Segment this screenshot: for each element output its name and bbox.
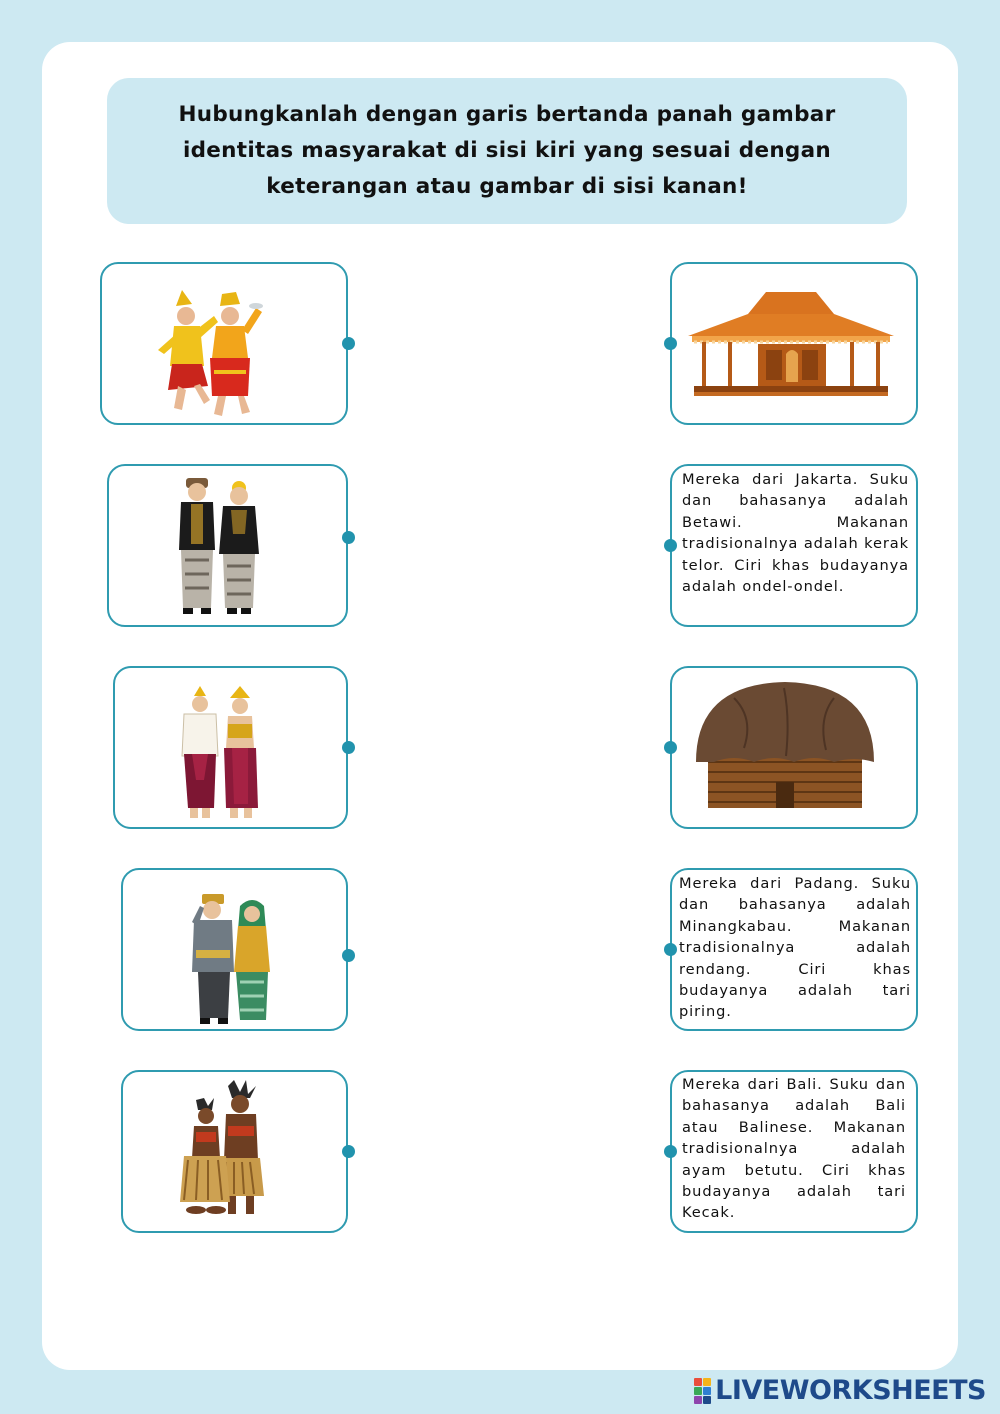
left-connector-dot-3[interactable] <box>342 741 355 754</box>
right-connector-dot-2[interactable] <box>664 539 677 552</box>
right-card-4-text: Mereka dari Padang. Suku dan bahasanya adalah Minangkabau. Makanan tradisionalnya adalah rendang. Ciri khas budayanya adalah tari piring. <box>679 875 911 1021</box>
liveworksheets-logo-icon <box>694 1378 711 1404</box>
papua-couple-icon <box>176 1078 272 1220</box>
bali-couple-icon <box>178 684 262 824</box>
right-card-5-text: Mereka dari Bali. Suku dan bahasanya adalah Bali atau Balinese. Makanan tradisionalnya adalah ayam betutu. Ciri khas budayanya adalah tari Kecak. <box>682 1076 906 1222</box>
right-connector-dot-4[interactable] <box>664 943 677 956</box>
right-connector-dot-5[interactable] <box>664 1145 677 1158</box>
minangkabau-couple-icon <box>190 892 272 1028</box>
instruction-text: Hubungkanlah dengan garis bertanda panah gambar identitas masyarakat di sisi kiri yang sesuai dengan keterangan atau gambar di sisi kanan! <box>178 102 836 199</box>
honai-hut-icon <box>694 678 876 816</box>
left-connector-dot-1[interactable] <box>342 337 355 350</box>
left-connector-dot-4[interactable] <box>342 949 355 962</box>
betawi-couple-icon <box>175 474 265 620</box>
right-connector-dot-1[interactable] <box>664 337 677 350</box>
logo-text: LIVEWORKSHEETS <box>715 1375 986 1406</box>
joglo-house-icon <box>688 288 894 398</box>
liveworksheets-logo <box>694 1375 986 1406</box>
instruction-box <box>107 78 907 224</box>
left-connector-dot-5[interactable] <box>342 1145 355 1158</box>
right-connector-dot-3[interactable] <box>664 741 677 754</box>
riau-dancers-icon <box>152 286 264 420</box>
right-card-2-text: Mereka dari Jakarta. Suku dan bahasanya adalah Betawi. Makanan tradisionalnya adalah kerak telor. Ciri khas budayanya adalah ondel-ondel. <box>682 471 909 596</box>
left-connector-dot-2[interactable] <box>342 531 355 544</box>
